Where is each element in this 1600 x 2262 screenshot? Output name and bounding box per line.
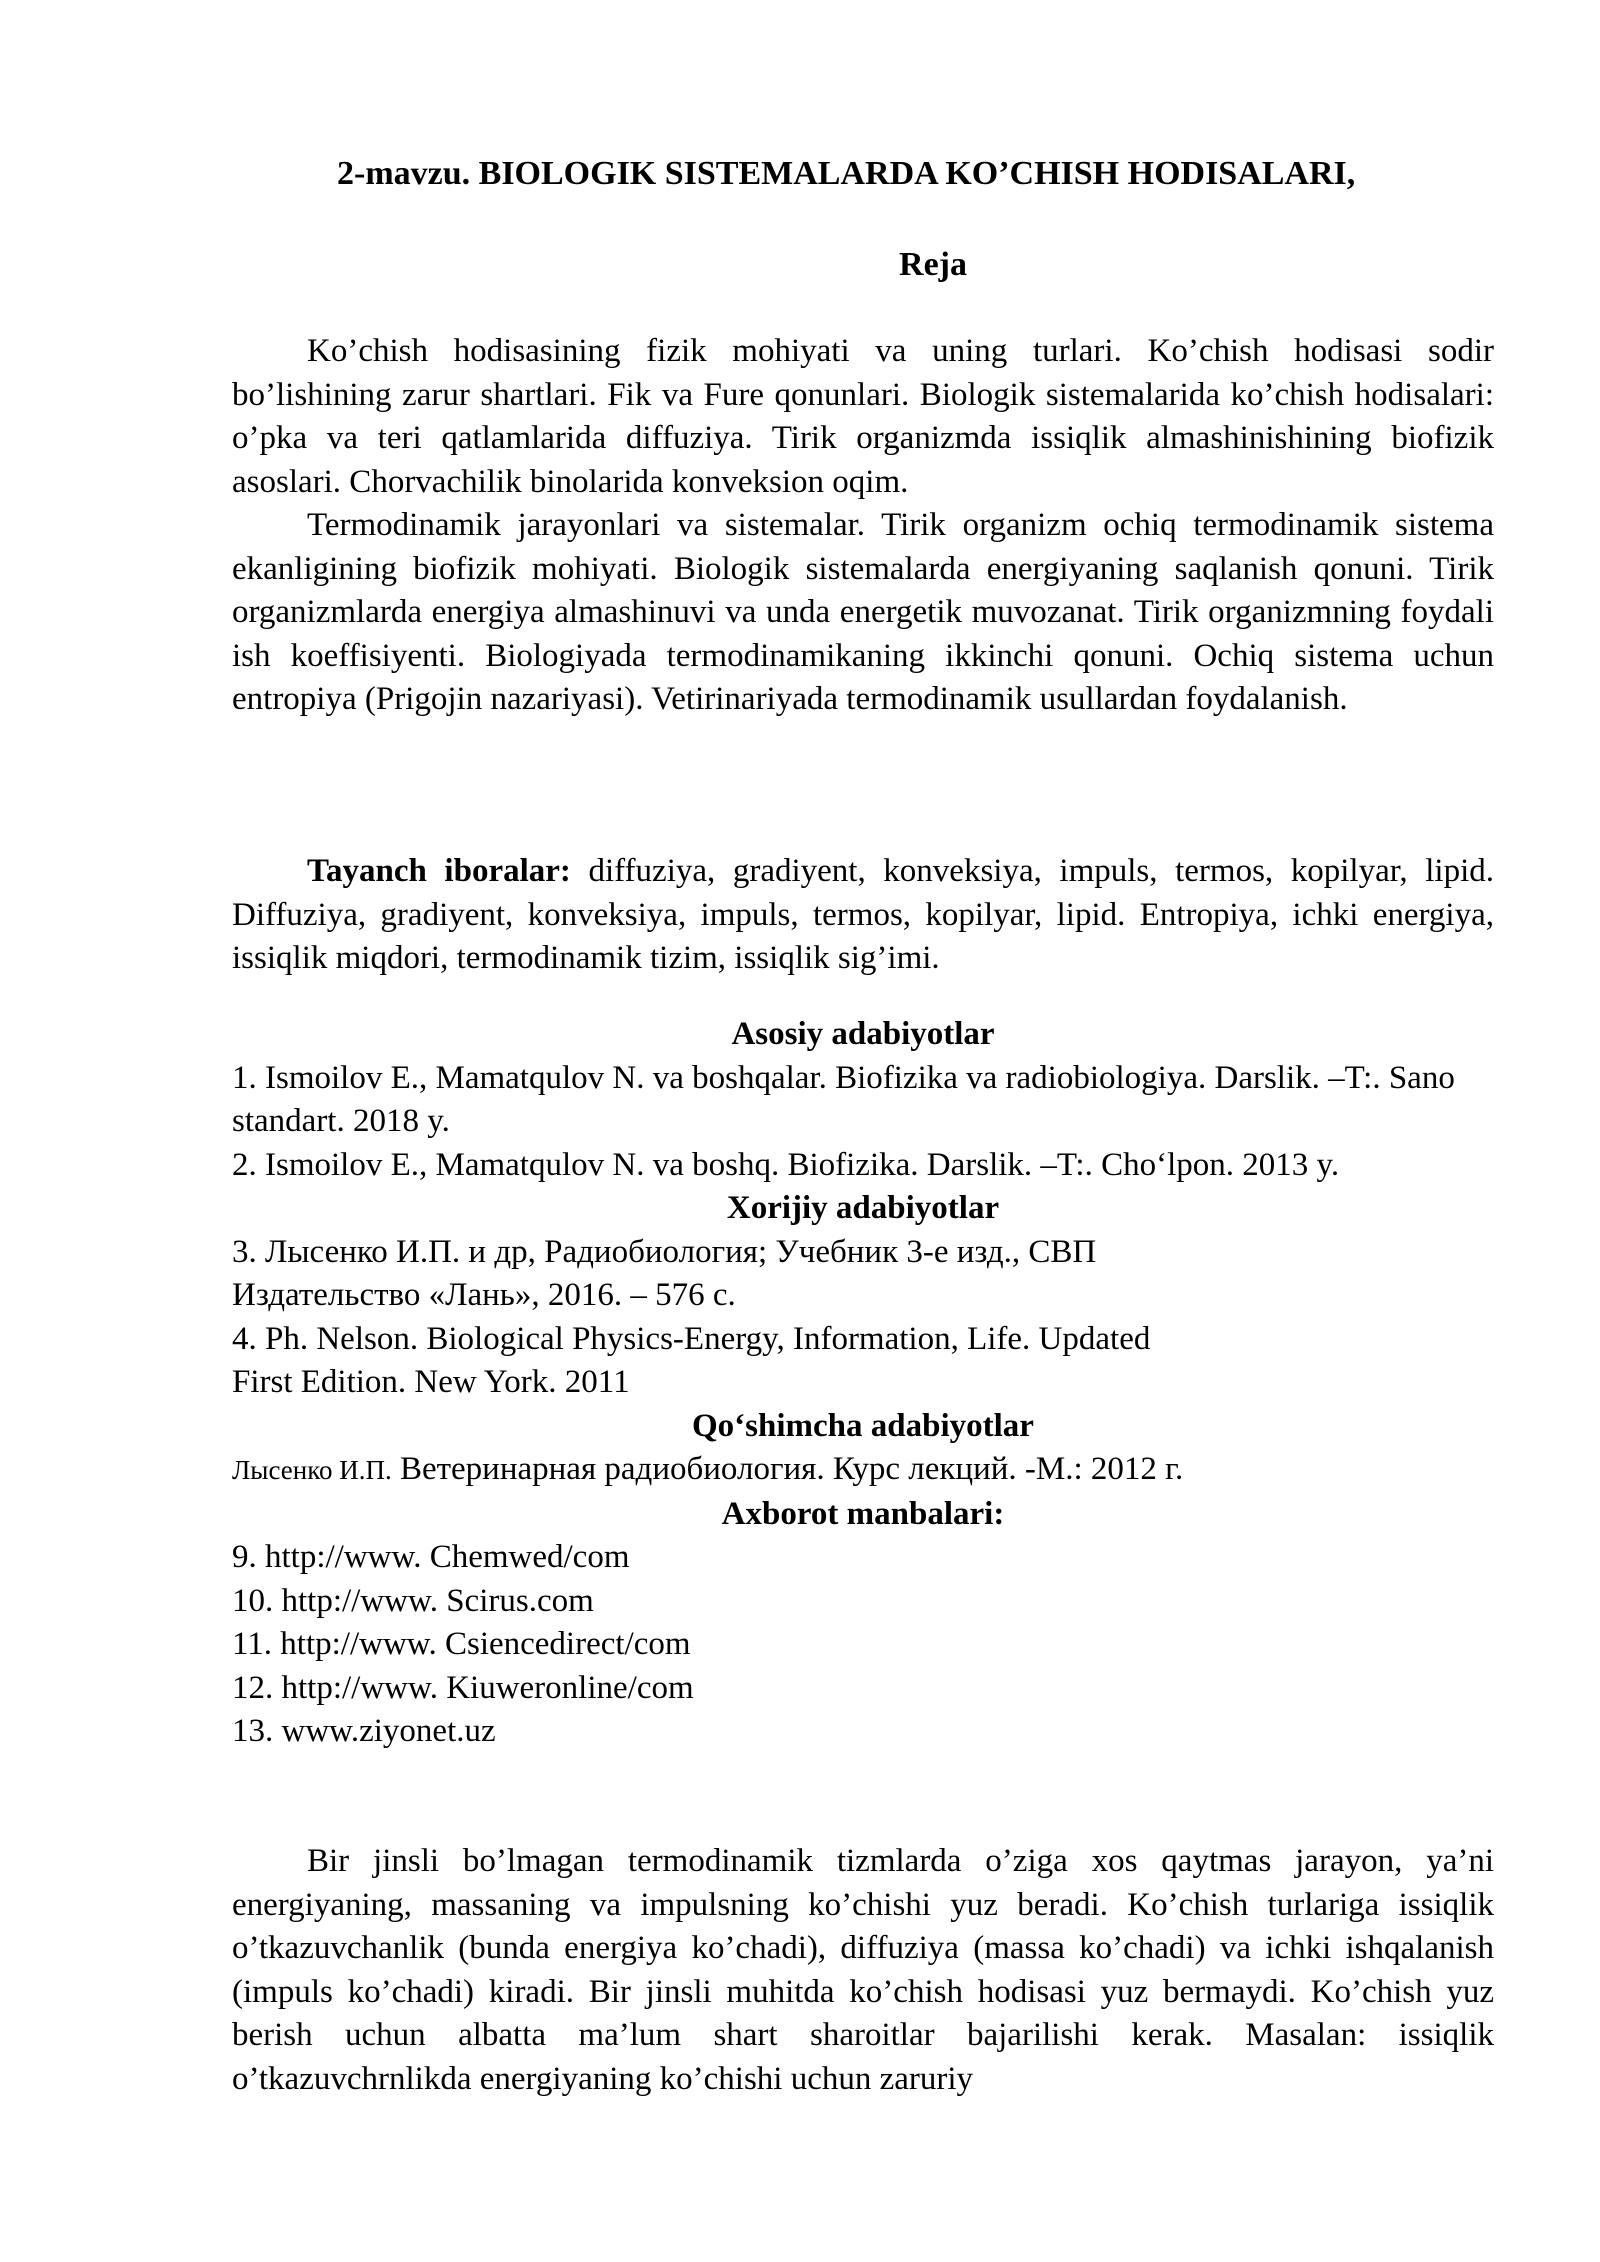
body-paragraph: Bir jinsli bo’lmagan termodinamik tizmlarda o’ziga xos qaytmas jarayon, ya’ni energiyaning, massaning va impulsning ko’chishi yuz beradi. Ko’chish turlariga issiqlik o’tkazuvchanlik (bunda energiya ko’chadi), diffuziya (massa ko’chadi) va ichki ishqalanish (impuls ko’chadi) kiradi. Bir jinsli muhitda ko’chish hodisasi yuz bermaydi. Ko’chish yuz berish uchun albatta ma’lum shart sharoitlar bajarilishi kerak. Masalan: issiqlik o’tkazuvchrnlikda energiyaning ko’chishi uchun zaruriy [232, 1843, 1494, 2097]
foreign-literature-heading: Xorijiy adabiyotlar [726, 1190, 1000, 1226]
info-sources-heading: Axborot manbalari: [721, 1495, 1005, 1532]
foreign-literature-line-4: First Edition. New York. 2011 [232, 1364, 630, 1400]
additional-literature-text: Ветеринарная радиобиология. Курс лекций. -М.: 2012 г. [391, 1451, 1184, 1487]
plan-heading: Reja [899, 246, 967, 283]
main-literature-item-2: 2. Ismoilov E., Mamatqulov N. va boshq. Biofizika. Darslik. –T:. Cho‘lpon. 2013 y. [232, 1146, 1340, 1183]
plan-section [232, 330, 1494, 722]
info-source-item-10: 10. http://www. Scirus.com [232, 1582, 594, 1619]
body-section [232, 1840, 1494, 2101]
additional-literature-author: Лысенко И.П. [232, 1455, 392, 1485]
additional-literature-heading: Qo‘shimcha adabiyotlar [692, 1407, 1034, 1444]
foreign-literature-line-2: Издательство «Лань», 2016. – 576 с. [232, 1277, 736, 1313]
plan-paragraph-1: Ko’chish hodisasining fizik mohiyati va uning turlari. Ko’chish hodisasi sodir bo’lishining zarur shartlari. Fik va Fure qonunlari. Biologik sistemalarida ko’chish hodisalari: o’pka va teri qatlamlarida diffuziya. Tirik organizmda issiqlik almashinishining biofizik asoslari. Chorvachilik binolarida konveksion oqim. [232, 333, 1494, 500]
info-source-item-9: 9. http://www. Chemwed/com [232, 1539, 630, 1575]
literature-section [232, 1013, 1494, 1754]
keywords-section [232, 850, 1494, 981]
info-source-item-13: 13. www.ziyonet.uz [232, 1713, 496, 1749]
info-source-item-11: 11. http://www. Csiencedirect/com [232, 1626, 691, 1662]
additional-literature-item [232, 1448, 1494, 1493]
plan-paragraph-2: Termodinamik jarayonlari va sistemalar. Tirik organizm ochiq termodinamik sistema ekanligining biofizik mohiyati. Biologik sistemalarda energiyaning saqlanish qonuni. Tirik organizmlarda energiya almashinuvi va unda energetik muvozanat. Tirik organizmning foydali ish koeffisiyenti. Biologiyada termodinamikaning ikkinchi qonuni. Ochiq sistema uchun entropiya (Prigojin nazariyasi). Vetirinariyada termodinamik usullardan foydalanish. [232, 507, 1494, 717]
page-title: 2-mavzu. BIOLOGIK SISTEMALARDA KO’CHISH HODISALARI, [337, 155, 1356, 192]
foreign-literature-line-3: 4. Ph. Nelson. Biological Physics-Energy, Information, Life. Updated [232, 1320, 1151, 1357]
keywords-text: diffuziya, gradiyent, konveksiya, impuls, termos, kopilyar, lipid. Diffuziya, gradiyent, konveksiya, impuls, termos, kopilyar, lipid. Entropiya, ichki energiya, issiqlik miqdori, termodinamik tizim, issiqlik sig’imi. [232, 853, 1495, 976]
foreign-literature-line-1: 3. Лысенко И.П. и др, Радиобиология; Учебник 3-е изд., СВП [232, 1233, 1097, 1270]
main-literature-heading: Asosiy adabiyotlar [731, 1016, 995, 1052]
info-source-item-12: 12. http://www. Kiuweronline/com [232, 1669, 694, 1706]
keywords-label: Tayanch iboralar: [307, 853, 571, 889]
main-literature-item-1: 1. Ismoilov E., Mamatqulov N. va boshqalar. Biofizika va radiobiologiya. Darslik. –T:. Sano standart. 2018 y. [232, 1059, 1455, 1139]
keywords-paragraph [232, 850, 1494, 981]
